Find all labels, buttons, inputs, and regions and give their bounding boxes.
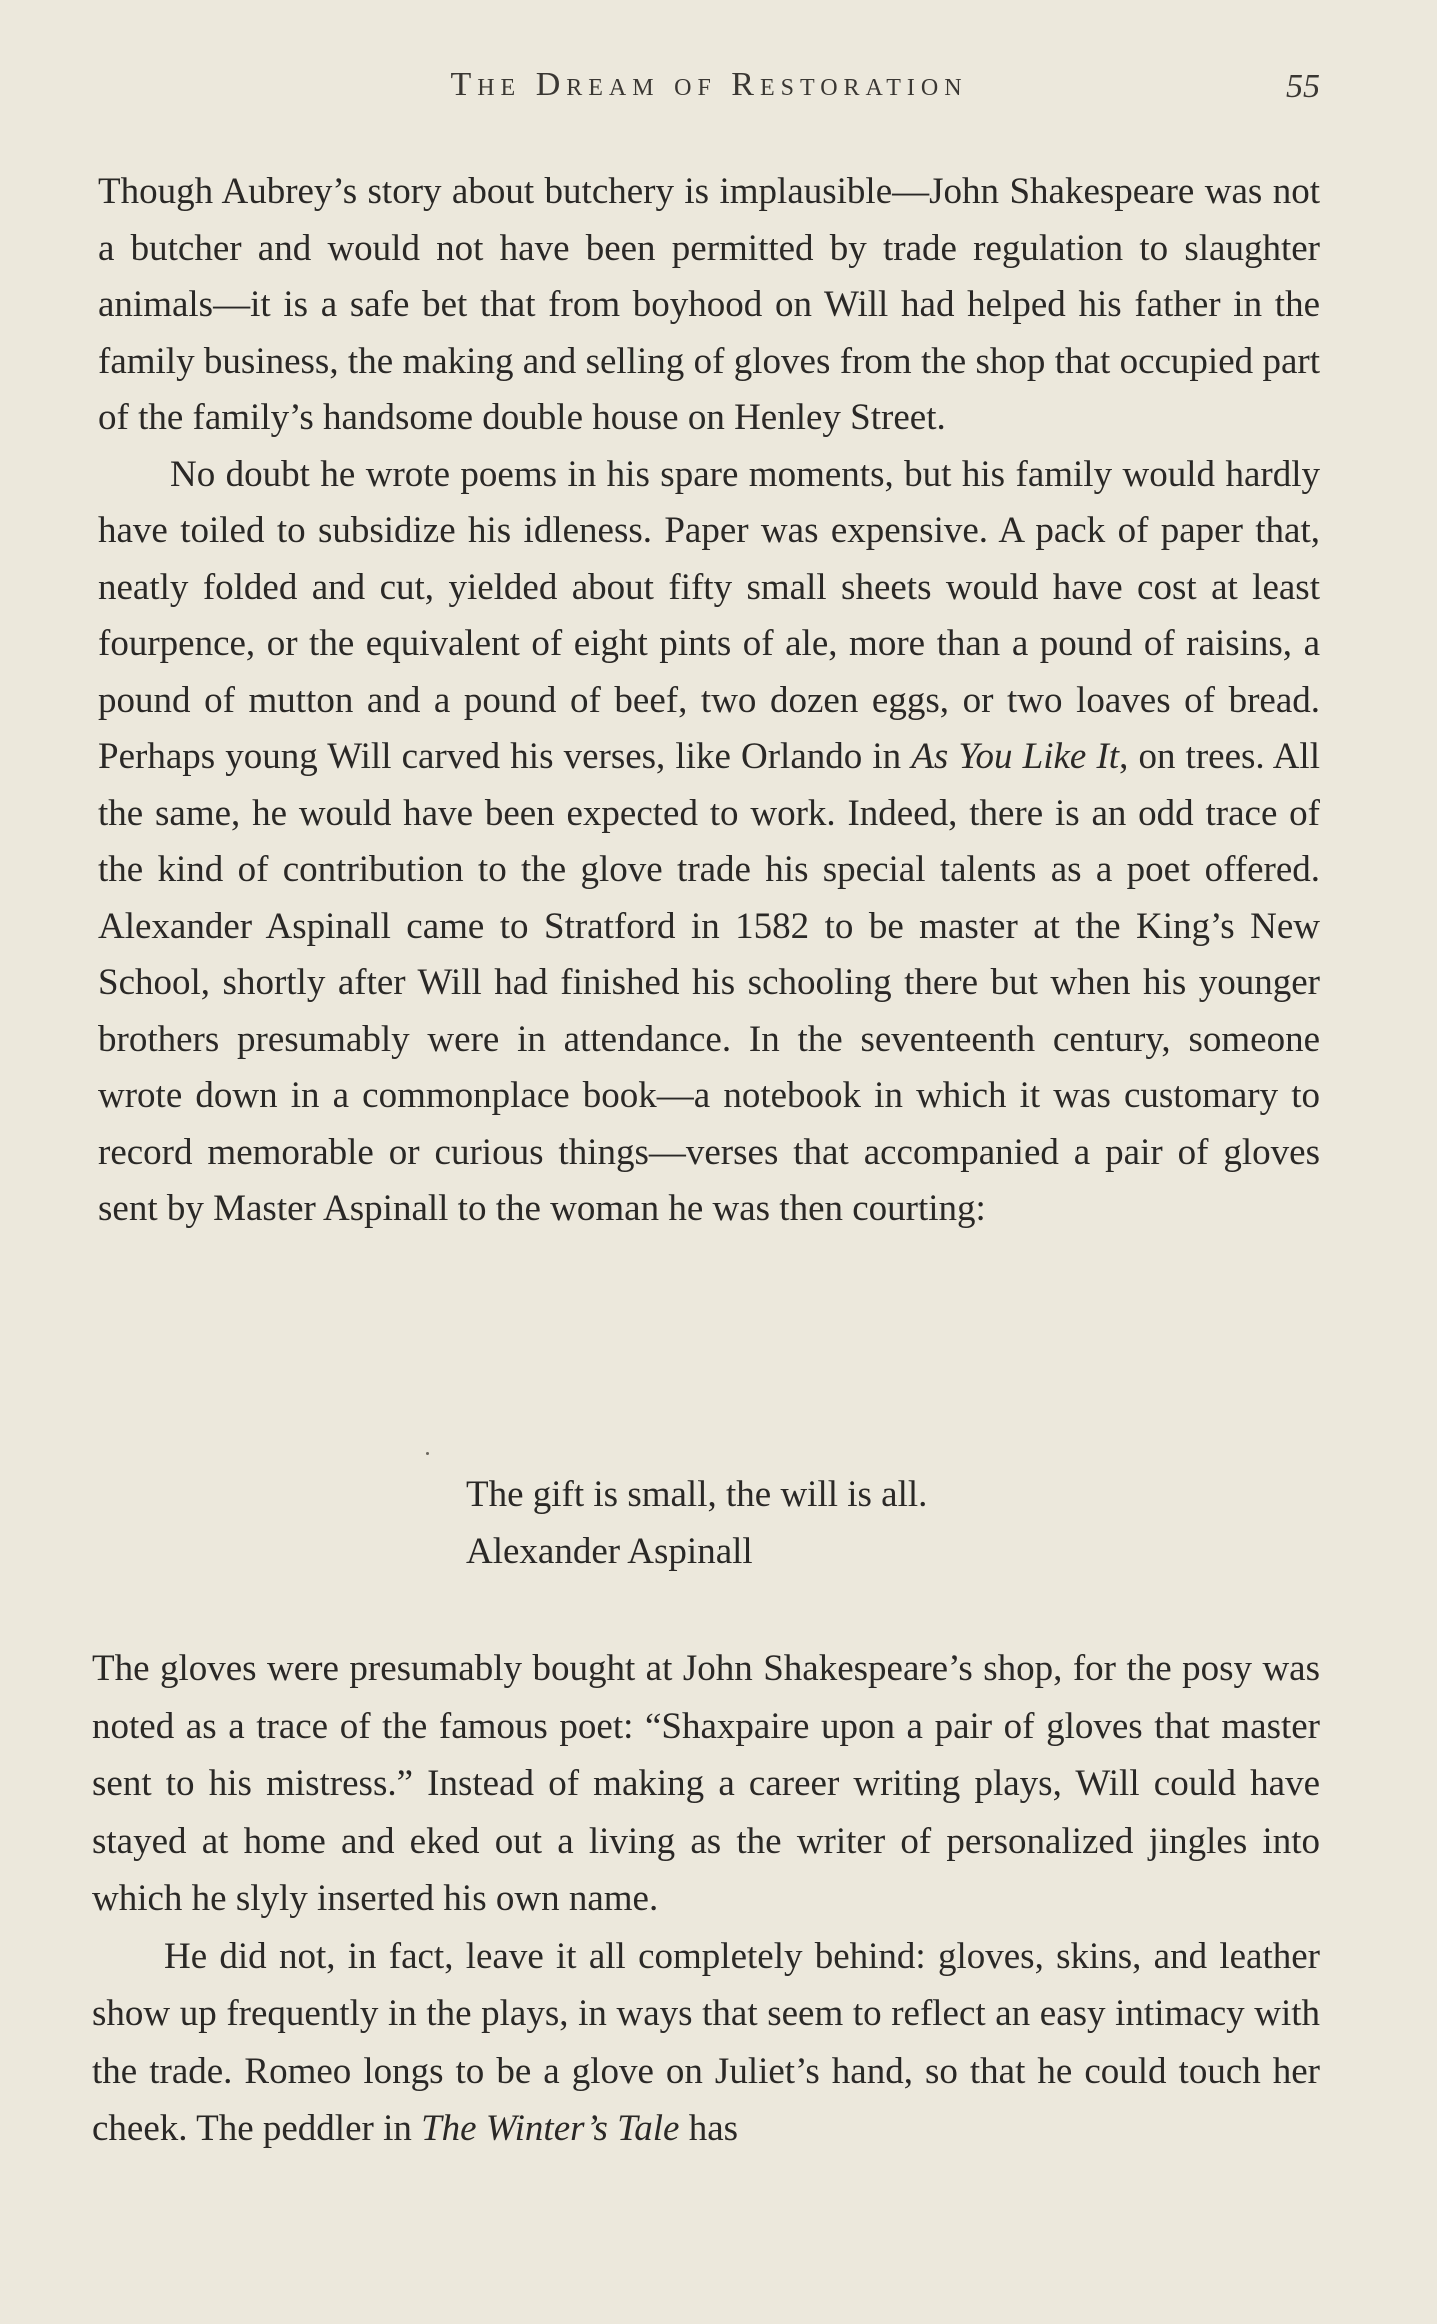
page-number: 55 — [1286, 68, 1320, 105]
running-head: The Dream of Restoration — [450, 66, 968, 103]
paragraph-2 — [98, 447, 1320, 1238]
verse-line-2: Alexander Aspinall — [466, 1531, 753, 1572]
paragraph-4-text-b: has — [679, 2108, 739, 2149]
verse-block — [466, 1466, 927, 1580]
body-text-upper — [98, 164, 1320, 1238]
speck — [426, 1452, 429, 1455]
paragraph-4 — [92, 1928, 1320, 2158]
verse-line-1: The gift is small, the will is all. — [466, 1474, 928, 1515]
paragraph-2-text-a: No doubt he wrote poems in his spare moments, but his family would hardly have toiled to subsidize his idleness. Paper was expensive. A pack of paper that, neatly folded and cut, yielded about fifty small sheets would have cost at least fourpence, or the equivalent of eight pints of ale, more than a pound of raisins, a pound of mutton and a pound of beef, two dozen eggs, or two loaves of bread. Perhaps young Will carved his verses, like Orlando in — [98, 453, 1320, 777]
paragraph-3: The gloves were presumably bought at John Shakespeare’s shop, for the posy was noted as a trace of the famous poet: “Shaxpaire upon a pair of gloves that master sent to his mistress.” Instead of making a career writing plays, Will could have stayed at home and eked out a living as the writer of personalized jingles into which he slyly inserted his own name. — [92, 1648, 1320, 1919]
paragraph-2-text-b: , on trees. All the same, he would have been expected to work. Indeed, there is an odd trace of the kind of contribution to the glove trade his special talents as a poet offered. Alexander Aspinall came to Stratford in 1582 to be master at the King’s New School, shortly after Will had finished his schooling there but when his younger brothers presumably were in attendance. In the seventeenth century, someone wrote down in a commonplace book—a notebook in which it was customary to record memorable or curious things—verses that accompanied a pair of gloves sent by Master Aspinall to the woman he was then courting: — [98, 736, 1320, 1229]
paragraph-1: Though Aubrey’s story about butchery is implausible—John Shakespeare was not a butcher and would not have been permitted by trade regulation to slaughter animals—it is a safe bet that from boyhood on Will had helped his father in the family business, the making and selling of gloves from the shop that occupied part of the family’s handsome double house on Henley Street. — [98, 171, 1320, 438]
body-text-lower — [92, 1640, 1320, 2158]
play-title-as-you-like-it: As You Like It — [911, 736, 1120, 777]
play-title-winters-tale: The Winter’s Tale — [421, 2108, 680, 2149]
page-header — [98, 66, 1320, 116]
paragraph-4-text-a: He did not, in fact, leave it all completely behind: gloves, skins, and leather show up frequently in the plays, in ways that seem to reflect an easy intimacy with the trade. Romeo longs to be a glove on Juliet’s hand, so that he could touch her cheek. The peddler in — [92, 1935, 1320, 2149]
